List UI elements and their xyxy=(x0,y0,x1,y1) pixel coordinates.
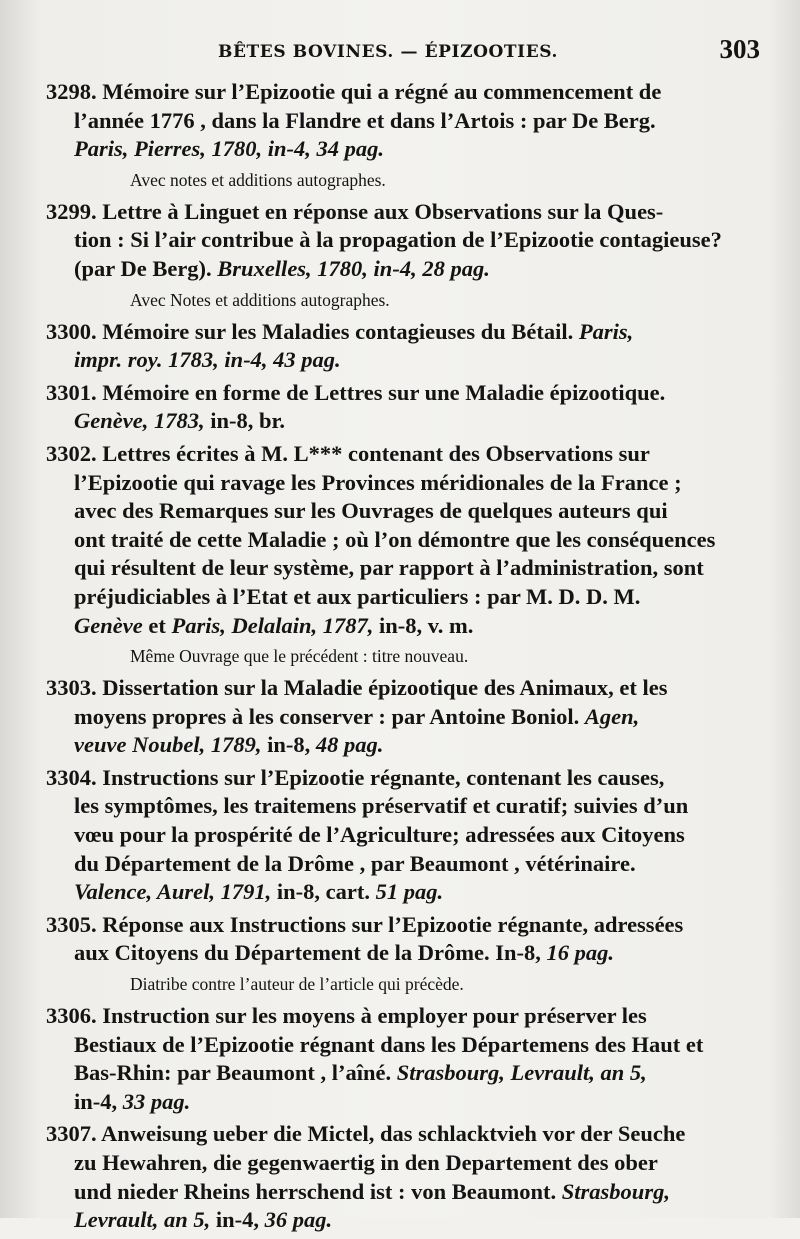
entry-line xyxy=(74,703,754,732)
bibliography-entry xyxy=(46,1002,754,1116)
entry-text: Agen, xyxy=(584,703,640,729)
entry-text: (par De Berg). xyxy=(74,255,218,281)
running-title: BÊTES BOVINES. — ÉPIZOOTIES. xyxy=(218,42,559,62)
entry-line xyxy=(74,1088,754,1117)
entry-line xyxy=(74,346,754,375)
entry-text: et xyxy=(142,612,172,638)
bibliography-entry xyxy=(46,440,754,640)
entry-text: in-4, xyxy=(74,1088,123,1114)
entry-text: Paris, Pierres, 1780, in-4, 34 pag. xyxy=(74,136,385,162)
entry-line xyxy=(46,318,754,347)
entry-text: 3299. Lettre à Linguet en réponse aux Observations sur la Ques- xyxy=(46,198,664,224)
bibliography-entry xyxy=(46,198,754,284)
entry-text: 3303. Dissertation sur la Maladie épizootique des Animaux, et les xyxy=(46,675,668,701)
entry-text: les symptômes, les traitemens préservatif et curatif; suivies d’un xyxy=(74,793,689,819)
entry-text: impr. roy. 1783, in-4, 43 pag. xyxy=(74,347,341,373)
entry-text: vœu pour la prospérité de l’Agriculture; adressées aux Citoyens xyxy=(74,822,685,848)
entry-line xyxy=(46,198,754,227)
entry-text: 51 pag. xyxy=(375,879,444,905)
bibliography-list xyxy=(46,78,754,1239)
entry-text: Bas-Rhin: par Beaumont , l’aîné. xyxy=(74,1060,397,1086)
entry-line xyxy=(74,1206,754,1235)
entry-note: Même Ouvrage que le précédent : titre nouveau. xyxy=(130,646,469,667)
entry-line xyxy=(74,526,754,555)
entry-text: Paris, Delalain, 1787, xyxy=(171,612,374,638)
entry-line xyxy=(74,1178,754,1207)
entry-text: ont traité de cette Maladie ; où l’on démontre que les conséquences xyxy=(74,526,716,552)
entry-text: aux Citoyens du Département de la Drôme. In-8, xyxy=(74,940,547,966)
entry-line xyxy=(74,107,754,136)
entry-note: Avec Notes et additions autographes. xyxy=(130,289,390,310)
bibliography-entry xyxy=(46,911,754,968)
entry-text: Bruxelles, 1780, in-4, 28 pag. xyxy=(217,255,490,281)
entry-line xyxy=(74,1149,754,1178)
entry-line xyxy=(46,764,754,793)
entry-line xyxy=(74,135,754,164)
entry-line xyxy=(74,583,754,612)
entry-text: in-8, v. m. xyxy=(373,612,474,638)
entry-text: 48 pag. xyxy=(315,732,384,758)
bibliography-entry xyxy=(46,764,754,907)
bibliography-entry xyxy=(46,318,754,375)
entry-text: 3300. Mémoire sur les Maladies contagieuses du Bétail. xyxy=(46,318,579,344)
entry-line xyxy=(46,674,754,703)
entry-line xyxy=(74,792,754,821)
entry-line xyxy=(74,1031,754,1060)
bibliography-entry xyxy=(46,674,754,760)
entry-line xyxy=(74,469,754,498)
entry-line xyxy=(46,1120,754,1149)
entry-text: Strasbourg, Levrault, an 5, xyxy=(396,1060,647,1086)
entry-line xyxy=(74,850,754,879)
entry-text: 3307. Anweisung ueber die Mictel, das schlacktvieh vor der Seuche xyxy=(46,1121,686,1147)
entry-line xyxy=(74,226,754,255)
entry-line xyxy=(46,440,754,469)
bibliography-entry xyxy=(46,78,754,164)
entry-text: 3302. Lettres écrites à M. L*** contenant des Observations sur xyxy=(46,440,650,466)
entry-text: 3306. Instruction sur les moyens à employer pour préserver les xyxy=(46,1003,647,1029)
entry-line xyxy=(74,255,754,284)
entry-text: 3305. Réponse aux Instructions sur l’Epizootie régnante, adressées xyxy=(46,911,684,937)
entry-text: in-8, br. xyxy=(210,408,286,434)
entry-text: Bestiaux de l’Epizootie régnant dans les Départemens des Haut et xyxy=(74,1031,704,1057)
entry-text: in-8, xyxy=(261,732,316,758)
entry-note: Diatribe contre l’auteur de l’article qui précède. xyxy=(130,974,464,995)
entry-line xyxy=(74,612,754,641)
entry-text: veuve Noubel, 1789, xyxy=(74,732,262,758)
entry-line xyxy=(46,911,754,940)
entry-note: Avec notes et additions autographes. xyxy=(130,169,386,190)
entry-line xyxy=(46,1002,754,1031)
entry-text: und nieder Rheins herrschend ist : von Beaumont. xyxy=(74,1178,562,1204)
entry-text: Levrault, an 5, xyxy=(74,1207,211,1233)
entry-line xyxy=(74,1059,754,1088)
page-number: 303 xyxy=(719,34,760,64)
entry-line xyxy=(46,78,754,107)
entry-line xyxy=(74,407,754,436)
entry-text: 16 pag. xyxy=(546,940,614,966)
entry-text: zu Hewahren, die gegenwaertig in den Departement des ober xyxy=(74,1150,658,1175)
entry-text: l’Epizootie qui ravage les Provinces méridionales de la France ; xyxy=(74,469,682,495)
entry-text: 3298. Mémoire sur l’Epizootie qui a régné au commencement de xyxy=(46,79,662,104)
entry-text: 33 pag. xyxy=(122,1088,191,1114)
entry-text: Strasbourg, xyxy=(561,1178,670,1204)
running-head xyxy=(0,34,760,70)
entry-text: l’année 1776 , dans la Flandre et dans l’Artois : par De Berg. xyxy=(74,107,656,133)
entry-text: du Département de la Drôme , par Beaumont , vétérinaire. xyxy=(74,850,636,876)
entry-text: 36 pag. xyxy=(264,1207,333,1233)
entry-text: Genève, 1783, xyxy=(74,408,211,434)
entry-text: Genève xyxy=(74,612,143,638)
entry-text: Valence, Aurel, 1791, xyxy=(74,879,272,905)
bibliography-entry xyxy=(46,379,754,436)
entry-line xyxy=(74,497,754,526)
entry-text: in-8, cart. xyxy=(271,879,376,905)
entry-line xyxy=(74,554,754,583)
entry-line xyxy=(74,731,754,760)
entry-text: avec des Remarques sur les Ouvrages de quelques auteurs qui xyxy=(74,498,668,524)
entry-text: préjudiciables à l’Etat et aux particuliers : par M. D. D. M. xyxy=(74,583,641,609)
entry-text: 3301. Mémoire en forme de Lettres sur une Maladie épizootique. xyxy=(46,379,666,405)
entry-text: qui résultent de leur système, par rapport à l’administration, sont xyxy=(74,555,704,581)
entry-line xyxy=(46,379,754,408)
entry-line xyxy=(74,821,754,850)
entry-text: Paris, xyxy=(578,318,634,344)
entry-text: moyens propres à les conserver : par Antoine Boniol. xyxy=(74,703,585,729)
entry-line xyxy=(74,878,754,907)
entry-line xyxy=(74,939,754,968)
entry-text: 3304. Instructions sur l’Epizootie régnante, contenant les causes, xyxy=(46,764,665,790)
entry-text: tion : Si l’air contribue à la propagation de l’Epizootie contagieuse? xyxy=(74,227,722,253)
entry-text: in-4, xyxy=(210,1207,265,1233)
